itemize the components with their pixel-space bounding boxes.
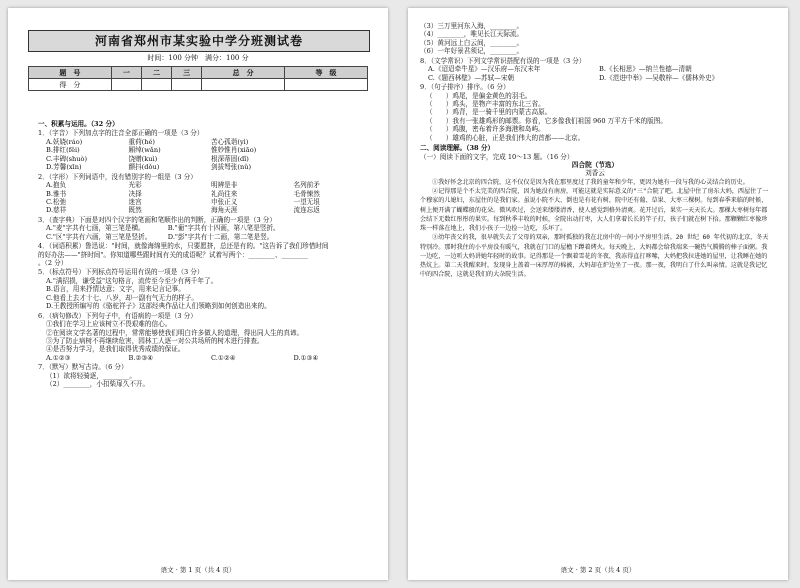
q6-option-text: C.①②④ <box>211 353 236 362</box>
page2-content <box>420 22 770 280</box>
q9-line: （ ）我有一张雄鸡形的邮票。你看，它多像我们祖国 960 万平方千米的版图。 <box>426 116 667 125</box>
article-paragraph: ③幼年丧父的我，很早就失去了父母的双亲，那时孤独的我在北房中的一间小平房里生活。20 世纪 60 年代初的北京，冬天特别冷。那时我住的小平房没有暖气，我就在门口的屋檐下蹲着烤火。每天晚上，大妈都会给我端来一碗热气腾腾的棒子面粥。我一边吃，一边听大妈讲她年轻时的故事。记得那是一个飘着雪花的冬夜，我冻得直打哆嗦，大妈把我拉进她的屋里，让我睡在她的热炕上。第二天我醒来时，发现身上盖着一床厚厚的棉被，大妈却在炉边坐了一夜。那一夜，我明白了什么叫亲情。这就是我记忆中的四合院，这就是我们的大杂院生活。 <box>420 234 769 279</box>
score-cell[interactable] <box>202 79 285 91</box>
exam-page-2 <box>408 8 788 580</box>
q1-option <box>38 163 376 171</box>
q2-option-text: 光彩 <box>128 181 142 190</box>
score-cell[interactable] <box>141 79 171 91</box>
q2-option-text: C.松弛 <box>46 197 67 206</box>
score-header: 总 分 <box>202 67 285 79</box>
article-paragraph: ②记得那是个不太完美的四合院，因为她没有南房，可能这就是实际意义的"三"合院了吧。北屋中住了房东大妈，西屋住了一个穆家的儿媳妇，东屋住的是我们家。虽说小院不大，倒也是有花有树，院中还有葡、草果、大枣三棵树。每到春季来临的时候，树上便开满了蝴蝶般的花朵。微风吹过，会送来缕缕清香，使人感觉到格外清爽。花开过后，果实一天天长大。那棵大枣树每年都会结下无数红彤彤的果实。每到秋季丰收的时候，全院出动打枣，大人们拿着长长的竿子打，孩子们就在树下拾。那颗颗红枣像珍珠一样落在地上，我们小孩子一边捡一边吃，乐坏了。 <box>420 188 769 233</box>
question-7: 7．（默写）默写古诗。（6 分） <box>38 363 128 372</box>
score-header: 三 <box>172 67 202 79</box>
q1-option-text: 重荷(hé) <box>128 137 155 146</box>
q6-line: ②在阅读文学名著的过程中，常常能够使我们明白许多做人的道理，得出同人生的真谛。 <box>46 328 304 337</box>
q1-option-text: C.丰碑(shuò) <box>46 154 88 163</box>
question-3: 3．（查字典）下面是对四个汉字的笔画和笔顺作出的判断，正确的一项是（3 分） <box>38 215 276 224</box>
score-table <box>28 66 368 91</box>
page-footer: 语文 · 第 2 页（共 4 页） <box>560 566 636 574</box>
q2-option-text: D.慈祥 <box>46 206 67 215</box>
q9-line: （ ）鸡腹，密布着许多海港和岛屿。 <box>426 125 545 134</box>
q6-options <box>38 354 376 362</box>
score-header: 二 <box>141 67 171 79</box>
q8-option-text: A.《迢迢牵牛星》—汉乐府—东汉末年 <box>428 65 541 74</box>
q6-line: ④是否努力学习，是我们取得优秀成绩的保证。 <box>46 345 185 354</box>
q2-option-text: 既然 <box>128 206 142 215</box>
q9-line: （ ）鸡尾，是偏金黄色的羽毛。 <box>426 91 532 100</box>
question-5: 5．（标点符号）下列标点符号运用有误的一项是（3 分） <box>38 268 204 277</box>
section-heading: 二、阅读理解。（38 分） <box>420 144 495 153</box>
q1-option-text: B.排红(fěi) <box>46 146 80 155</box>
article-author: 刘香云 <box>585 169 605 178</box>
q6-option-text: A.①②③ <box>46 353 71 362</box>
q2-option-text: 流连忘返 <box>293 206 320 215</box>
q8-option <box>420 65 770 73</box>
q3-line: C."区"字共有六画，第三笔是竖折。 D."彭"字共有十二画，第二笔是竖。 <box>46 232 274 241</box>
q5-line: C.他看上去才十七、八岁，却一副有气无力的样子。 <box>46 293 198 302</box>
q8-option-text: C.《题西林壁》—苏轼—宋朝 <box>428 73 515 82</box>
q2-option <box>38 181 376 189</box>
score-header: 等 级 <box>285 67 368 79</box>
q2-option-text: B.雅书 <box>46 189 67 198</box>
q2-option-text: 迷宫 <box>128 197 142 206</box>
q2-option-text: 礼尚往来 <box>211 189 238 198</box>
q2-option <box>38 190 376 198</box>
q2-option-text: 一望无垠 <box>293 197 320 206</box>
q2-option-text: 毛骨悚然 <box>293 189 320 198</box>
q7-line: （2）________，小扣柴扉久不开。 <box>46 380 150 389</box>
exam-meta: 时间：100 分钟 满分：100 分 <box>147 54 249 62</box>
q1-option-text: 剑拔弩张(nǔ) <box>211 163 252 172</box>
q5-line: A."满招损，谦受益"这句格言，流传至今至少有两千年了。 <box>46 276 218 285</box>
score-cell[interactable] <box>285 79 368 91</box>
exam-page-1 <box>8 8 388 580</box>
q1-option-text: 饶赠(kuì) <box>128 154 158 163</box>
page1-content <box>38 118 376 389</box>
q8-option <box>420 74 770 82</box>
section-heading: 一、积累与运用。（32 分） <box>38 120 119 128</box>
q1-option <box>38 138 376 146</box>
q2-option-text: A.抱负 <box>46 181 67 190</box>
q7-line: （1）欲将轻骑逐，________。 <box>46 371 136 380</box>
q1-option <box>38 146 376 154</box>
score-cell[interactable] <box>111 79 141 91</box>
q4-line: 。（2 分） <box>38 259 68 267</box>
q6-line: ①我们在学习上应该树立不畏艰难的信心。 <box>46 320 172 329</box>
exam-title: 河南省郑州市某实验中学分班测试卷 <box>28 30 370 52</box>
q9-line: （ ）雄鸡的心脏，正是我们伟大的首都——北京。 <box>426 133 585 142</box>
q6-option-text: D.①③④ <box>293 353 319 362</box>
q8-option-text: B.《长相思》—纳兰性德—清朝 <box>599 65 692 74</box>
q4-line: 的好办法——"挤时间"。你知道哪些跟时间有关的成语呢？试着写两个：________、________ <box>38 250 308 259</box>
score-header: 题 号 <box>29 67 112 79</box>
q9-line: （ ）鸡背，是一骑千里的内蒙古高原。 <box>426 108 552 117</box>
q1-option <box>38 155 376 163</box>
q6-line: ③为了防止病树不再继续危害，园林工人逐一对公共场所的树木进行排查。 <box>46 336 264 345</box>
poem-line: （5）黄河远上白云间，________。 <box>420 38 524 47</box>
reading-intro: （一）阅读下面的文字，完成 10～13 题。（16 分） <box>420 152 574 161</box>
poem-line: （3）三万里河东入海，________。 <box>420 22 524 30</box>
q2-option <box>38 206 376 214</box>
q1-option-text: 厢绰(wǎn) <box>128 146 161 155</box>
article-title: 四合院（节选） <box>571 161 619 169</box>
question-2: 2．（字形）下列词语中，没有错别字的一组是（3 分） <box>38 172 197 181</box>
q5-line: D.王教授所编写的《骆驼祥子》这部经典作品让人们领略到如何创造出来的。 <box>46 302 271 311</box>
q9-line: （ ）鸡头，是物产丰富的东北三省。 <box>426 99 545 108</box>
q2-option-text: 名列前矛 <box>293 181 320 190</box>
q2-option-text: 决择 <box>128 189 142 198</box>
q1-option-text: A.妖娆(ráo) <box>46 137 83 146</box>
q1-option-text: 颤抖(dǒu) <box>128 163 160 172</box>
poem-line: （4）________，唯见长江天际流。 <box>420 30 524 39</box>
article-paragraph: ①我好怀念北京的四合院，这不仅仅是因为我在那里度过了我的童年和少年，更因为她有一段与我的心灵结合的历史。 <box>432 178 749 186</box>
q5-line: B.语言，用来抒情达意；文字，用来记言记事。 <box>46 285 185 294</box>
question-8: 8．（文学常识）下列文学常识搭配有误的一项是（3 分） <box>420 56 586 65</box>
question-1: 1．（字音）下列加点字的注音全部正确的一项是（3 分） <box>38 129 204 138</box>
question-9: 9．（句子排序）排序。（6 分） <box>420 83 510 92</box>
q1-option-text: D.芳馨(xīn) <box>46 163 82 172</box>
q2-option <box>38 198 376 206</box>
question-4: 4．（词语积累）鲁迅说："时间，就像海绵里的水，只要愿挤，总还是有的。"这告诉了我们珍惜时间 <box>38 242 329 251</box>
q2-option-text: 申张正义 <box>211 197 238 206</box>
q8-option-text: D.《范进中举》—吴敬梓—《儒林外史》 <box>599 73 719 82</box>
q1-option-text: 根深蒂固(dǐ) <box>211 154 249 163</box>
q2-option-text: 明辨是非 <box>211 181 238 190</box>
score-header: 一 <box>111 67 141 79</box>
score-row-label: 得 分 <box>29 79 112 91</box>
score-cell[interactable] <box>172 79 202 91</box>
q2-option-text: 海角天涯 <box>211 206 238 215</box>
q3-line: A."麦"字共有七画，第三笔是横。 B."葡"字共有十四画，第八笔是竖折。 <box>46 224 280 233</box>
page-footer: 语文 · 第 1 页（共 4 页） <box>160 566 236 574</box>
poem-line: （6）一年好景君须记，________。 <box>420 47 524 56</box>
q1-option-text: 惟妙惟肖(xiāo) <box>211 146 257 155</box>
q1-option-text: 苦心孤诣(yì) <box>211 137 249 146</box>
q6-option-text: B.②③④ <box>128 353 154 362</box>
question-6: 6．（病句修改）下列句子中，有语病的一项是（3 分） <box>38 311 197 320</box>
